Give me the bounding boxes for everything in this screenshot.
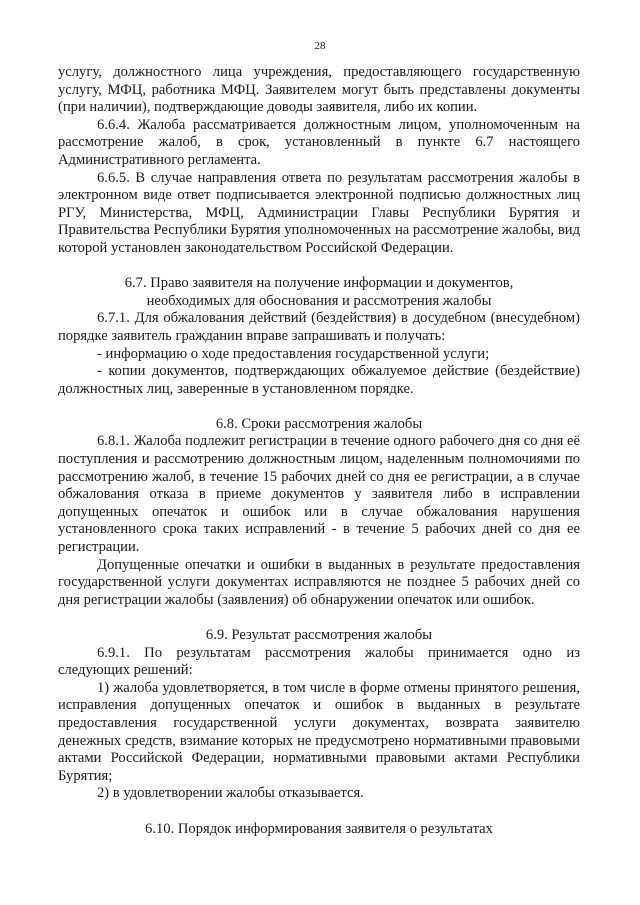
- section-heading: 6.7. Право заявителя на получение информации и документов,: [124, 275, 514, 292]
- section-gap: [58, 803, 580, 821]
- document-body: [58, 64, 580, 838]
- page-number: 28: [314, 40, 326, 52]
- paragraph: Допущенные опечатки и ошибки в выданных в результате предоставления государственной услуги документах исправляются не позднее 5 рабочих дней со дня регистрации жалобы (заявления) об обнаружении опечаток или ошибок.: [58, 556, 580, 608]
- section-heading: необходимых для обоснования и рассмотрения жалобы: [146, 292, 492, 309]
- section-gap: [58, 398, 580, 416]
- paragraph: - копии документов, подтверждающих обжалуемое действие (бездействие) должностных лиц, заверенные в установленном порядке.: [58, 363, 580, 397]
- paragraph: 1) жалоба удовлетворяется, в том числе в форме отмены принятого решения, исправления допущенных опечаток и ошибок в выданных в результате предоставления государственной услуги документах, возврата заявителю денежных средств, взимание которых не предусмотрено нормативными правовыми актами Российской Федерации, нормативными правовыми актами Республики Бурятия;: [58, 679, 580, 784]
- section-heading: 6.8. Сроки рассмотрения жалобы: [215, 415, 423, 432]
- section-gap: [58, 609, 580, 627]
- section-heading: 6.10. Порядок информирования заявителя о результатах: [145, 820, 493, 837]
- paragraph: 2) в удовлетворении жалобы отказывается.: [97, 785, 364, 802]
- section-gap: [58, 258, 580, 276]
- paragraph: услугу, должностного лица учреждения, предоставляющего государственную услугу, МФЦ, работника МФЦ. Заявителем могут быть представлены документы (при наличии), подтверждающие доводы заявителя, либо их копии.: [58, 64, 580, 116]
- paragraph: 6.9.1. По результатам рассмотрения жалобы принимается одно из следующих решений:: [58, 644, 580, 679]
- paragraph: 6.7.1. Для обжалования действий (бездействия) в досудебном (внесудебном) порядке заявитель гражданин вправе запрашивать и получать:: [58, 310, 580, 344]
- paragraph: 6.8.1. Жалоба подлежит регистрации в течение одного рабочего дня со дня её поступления и рассмотрению должностным лицом, наделенным полномочиями по рассмотрению жалоб, в течение 15 рабочих дней со дня ее регистрации, а в случае обжалования отказа в приеме документов у заявителя либо в исправлении допущенных опечаток и ошибок или в случае обжалования нарушения установленного срока таких исправлений - в течение 5 рабочих дней со дня ее регистрации.: [58, 433, 580, 556]
- paragraph: - информацию о ходе предоставления государственной услуги;: [97, 345, 490, 362]
- paragraph: 6.6.4. Жалоба рассматривается должностным лицом, уполномоченным на рассмотрение жалоб, в срок, установленный в пункте 6.7 настоящего Административного регламента.: [58, 116, 580, 168]
- paragraph: 6.6.5. В случае направления ответа по результатам рассмотрения жалобы в электронном виде ответ подписывается электронной подписью должностных лиц РГУ, Министерства, МФЦ, Администрации Главы Республики Бурятия и Правительства Республики Бурятия уполномоченных на рассмотрение жалобы, вид которой установлен законодательством Российской Федерации.: [58, 169, 580, 256]
- section-heading: 6.9. Результат рассмотрения жалобы: [205, 627, 433, 643]
